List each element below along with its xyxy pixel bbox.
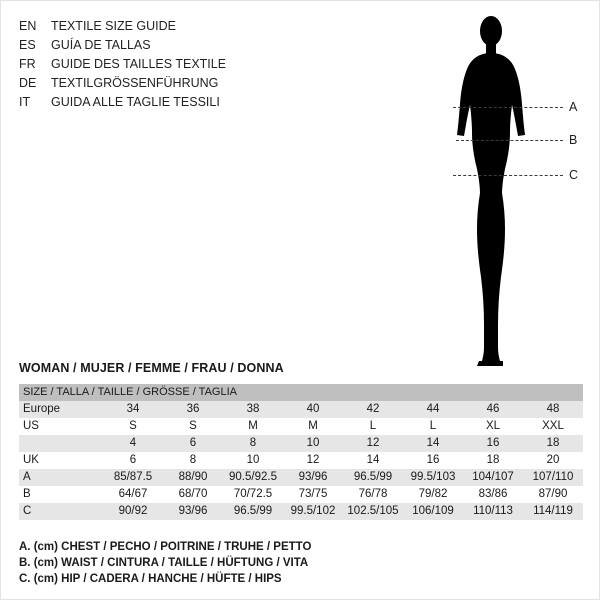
cell: 99.5/102 [283, 503, 343, 520]
language-text-it: GUIDA ALLE TAGLIE TESSILI [51, 95, 220, 109]
cell: 36 [163, 401, 223, 418]
cell: L [403, 418, 463, 435]
language-code-en: EN [19, 19, 37, 33]
cell: 87/90 [523, 486, 583, 503]
cell: 10 [283, 435, 343, 452]
cell: 104/107 [463, 469, 523, 486]
cell: 73/75 [283, 486, 343, 503]
cell: 90.5/92.5 [223, 469, 283, 486]
cell: 85/87.5 [103, 469, 163, 486]
cell: XXL [523, 418, 583, 435]
measure-label-b: B [569, 133, 578, 147]
cell: 34 [103, 401, 163, 418]
language-row-it [19, 93, 349, 112]
cell: S [103, 418, 163, 435]
cell: 38 [223, 401, 283, 418]
cell: 48 [523, 401, 583, 418]
table-row [19, 452, 583, 469]
note-c: C. (cm) HIP / CADERA / HANCHE / HÜFTE / HIPS [19, 573, 282, 585]
measure-line-a [453, 107, 563, 108]
cell: 14 [403, 435, 463, 452]
cell: 16 [403, 452, 463, 469]
cell: 6 [103, 452, 163, 469]
language-text-es: GUÍA DE TALLAS [51, 38, 151, 52]
row-label-c: C [19, 503, 103, 520]
cell: M [283, 418, 343, 435]
measure-label-a: A [569, 100, 578, 114]
language-code-fr: FR [19, 57, 36, 71]
language-row-es [19, 36, 349, 55]
row-label-a: A [19, 469, 103, 486]
cell: 12 [343, 435, 403, 452]
table-row [19, 469, 583, 486]
table-row [19, 435, 583, 452]
row-label-us: US [19, 418, 103, 435]
cell: 12 [283, 452, 343, 469]
cell: XL [463, 418, 523, 435]
note-a: A. (cm) CHEST / PECHO / POITRINE / TRUHE / PETTO [19, 541, 312, 553]
measure-line-b [456, 140, 563, 141]
cell: 40 [283, 401, 343, 418]
row-label-b: B [19, 486, 103, 503]
cell: 102.5/105 [343, 503, 403, 520]
table-row [19, 486, 583, 503]
row-label-uk: UK [19, 452, 103, 469]
cell: 90/92 [103, 503, 163, 520]
language-text-fr: GUIDE DES TAILLES TEXTILE [51, 57, 227, 71]
size-table [19, 384, 583, 520]
cell: S [163, 418, 223, 435]
table-header-row [19, 384, 583, 401]
cell: 93/96 [163, 503, 223, 520]
language-text-en: TEXTILE SIZE GUIDE [51, 19, 177, 33]
cell: 93/96 [283, 469, 343, 486]
measure-line-c [453, 175, 563, 176]
language-row-fr [19, 55, 349, 74]
language-row-en [19, 17, 349, 36]
language-text-de: TEXTILGRÖSSENFÜHRUNG [51, 76, 219, 90]
table-header-label: SIZE / TALLA / TAILLE / GRÖSSE / TAGLIA [19, 384, 583, 401]
cell: L [343, 418, 403, 435]
cell: 106/109 [403, 503, 463, 520]
note-b: B. (cm) WAIST / CINTURA / TAILLE / HÜFTUNG / VITA [19, 557, 309, 569]
figure-area [401, 9, 596, 369]
cell: 107/110 [523, 469, 583, 486]
table-row [19, 503, 583, 520]
row-label-europe: Europe [19, 401, 103, 418]
cell: 18 [523, 435, 583, 452]
table-row [19, 418, 583, 435]
language-header-block [19, 17, 349, 112]
cell: 99.5/103 [403, 469, 463, 486]
cell: 88/90 [163, 469, 223, 486]
table-row [19, 401, 583, 418]
cell: M [223, 418, 283, 435]
language-code-it: IT [19, 95, 31, 109]
section-title: WOMAN / MUJER / FEMME / FRAU / DONNA [19, 361, 284, 375]
cell: 114/119 [523, 503, 583, 520]
cell: 76/78 [343, 486, 403, 503]
female-silhouette-icon [431, 9, 551, 369]
language-code-es: ES [19, 38, 36, 52]
cell: 20 [523, 452, 583, 469]
row-label-us-numeric [19, 435, 103, 452]
cell: 110/113 [463, 503, 523, 520]
cell: 70/72.5 [223, 486, 283, 503]
cell: 8 [163, 452, 223, 469]
cell: 68/70 [163, 486, 223, 503]
cell: 10 [223, 452, 283, 469]
cell: 96.5/99 [343, 469, 403, 486]
cell: 42 [343, 401, 403, 418]
language-code-de: DE [19, 76, 37, 90]
cell: 64/67 [103, 486, 163, 503]
cell: 79/82 [403, 486, 463, 503]
cell: 6 [163, 435, 223, 452]
cell: 18 [463, 452, 523, 469]
measure-label-c: C [569, 168, 579, 182]
cell: 16 [463, 435, 523, 452]
cell: 8 [223, 435, 283, 452]
cell: 96.5/99 [223, 503, 283, 520]
cell: 4 [103, 435, 163, 452]
cell: 83/86 [463, 486, 523, 503]
cell: 14 [343, 452, 403, 469]
cell: 44 [403, 401, 463, 418]
cell: 46 [463, 401, 523, 418]
language-row-de [19, 74, 349, 93]
measurement-notes [19, 539, 579, 587]
